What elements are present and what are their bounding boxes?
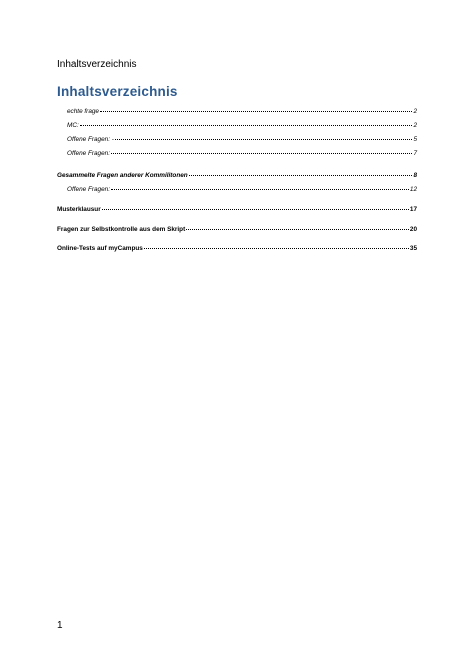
- toc-entry[interactable]: [57, 121, 417, 130]
- page-number: 1: [57, 620, 63, 631]
- toc-entry-label: echte frage: [67, 108, 99, 115]
- toc-entry-page: 35: [409, 245, 417, 252]
- toc-entry[interactable]: [57, 225, 417, 234]
- toc-entry-page: 5: [413, 136, 417, 143]
- toc-entry[interactable]: [57, 107, 417, 116]
- toc-entry-label: Musterklausur: [57, 206, 101, 213]
- dot-leader: [115, 134, 413, 140]
- toc-entry[interactable]: [57, 135, 417, 144]
- toc-entry-label: Offene Fragen: -: [67, 136, 114, 143]
- toc-entry-page: 8: [413, 172, 417, 179]
- dot-leader: [111, 148, 412, 154]
- dot-leader: [80, 120, 413, 126]
- toc-entry[interactable]: [57, 149, 417, 158]
- running-header: Inhaltsverzeichnis: [57, 59, 137, 70]
- toc-entry-label: Offene Fragen:: [67, 150, 110, 157]
- dot-leader: [189, 170, 413, 176]
- toc-entry-label: Offene Fragen:: [67, 186, 110, 193]
- toc-entry-page: 7: [413, 150, 417, 157]
- toc-entry-page: 17: [409, 206, 417, 213]
- toc-entry[interactable]: [57, 205, 417, 214]
- toc-entry-label: Gesammelte Fragen anderer Kommilitonen: [57, 172, 188, 179]
- toc-entry-label: Online-Tests auf myCampus: [57, 245, 143, 252]
- dot-leader: [100, 106, 412, 112]
- toc-entry[interactable]: [57, 244, 417, 253]
- toc-entry-label: Fragen zur Selbstkontrolle aus dem Skript: [57, 226, 186, 233]
- dot-leader: [186, 224, 409, 230]
- dot-leader: [111, 184, 409, 190]
- toc-entry-page: 2: [413, 122, 417, 129]
- toc-title: Inhaltsverzeichnis: [57, 84, 178, 99]
- toc-entry-page: 2: [413, 108, 417, 115]
- toc-entry-page: 20: [409, 226, 417, 233]
- toc-entry-page: 12: [409, 186, 417, 193]
- dot-leader: [144, 243, 409, 249]
- toc-entry[interactable]: [57, 171, 417, 180]
- dot-leader: [102, 204, 409, 210]
- toc-entry[interactable]: [57, 185, 417, 194]
- toc-entry-label: MC:: [67, 122, 79, 129]
